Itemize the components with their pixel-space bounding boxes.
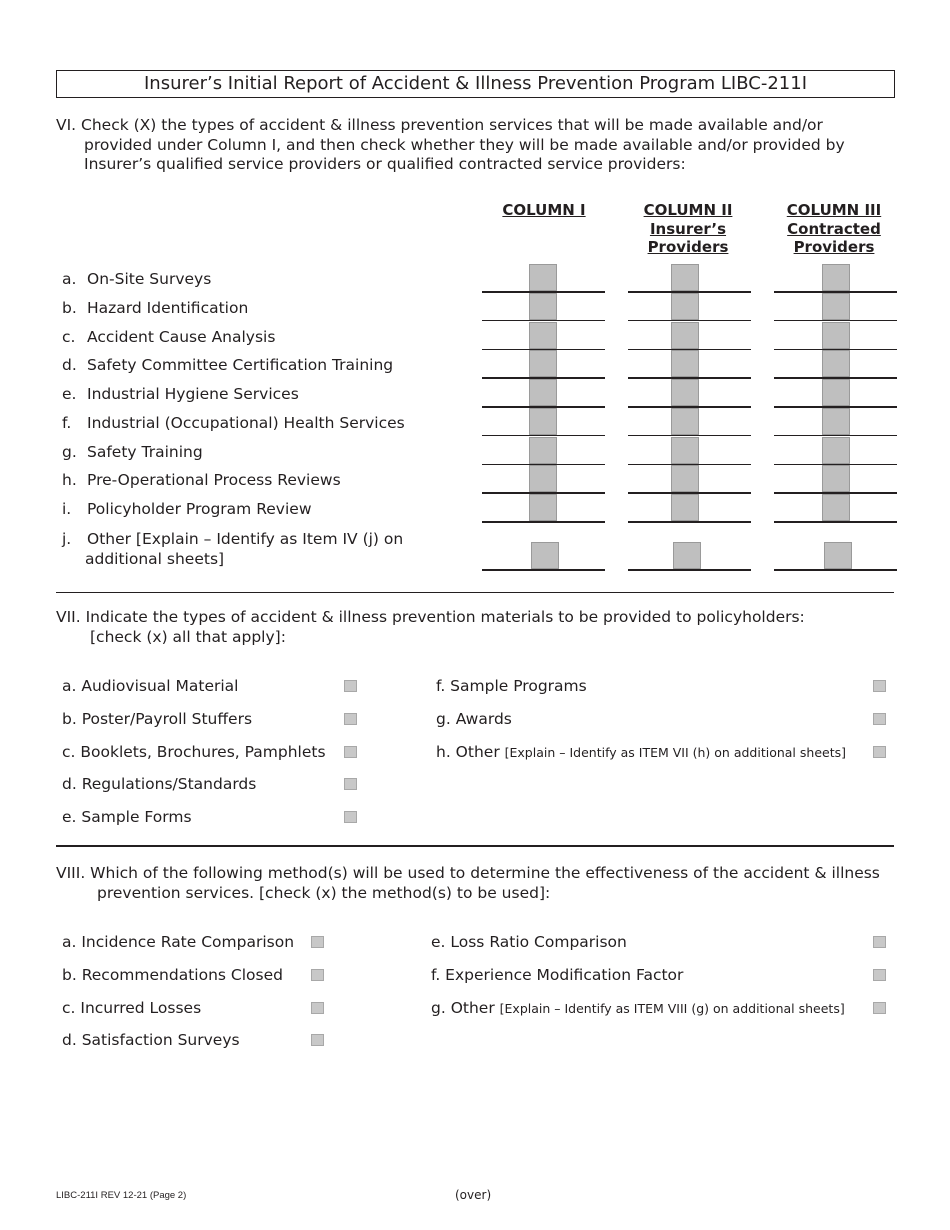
service-row-label <box>62 385 299 405</box>
section-vii-line-2: [check (x) all that apply]: <box>90 627 286 646</box>
column-3-checkbox[interactable] <box>822 465 850 492</box>
column-2-checkbox[interactable] <box>671 350 699 377</box>
material-option-label <box>436 677 587 696</box>
column-3-checkbox[interactable] <box>822 379 850 406</box>
material-option-label: c. Booklets, Brochures, Pamphlets <box>62 742 326 761</box>
material-option-checkbox[interactable] <box>873 680 886 692</box>
column-iii-header-line-2: Contracted <box>787 219 881 238</box>
material-option-label: d. Regulations/Standards <box>62 775 257 794</box>
material-option-label: b. Poster/Payroll Stuffers <box>62 709 253 728</box>
material-option-checkbox[interactable] <box>344 713 357 725</box>
column-iii-header-line-1: COLUMN III <box>786 201 882 219</box>
section-viii-line-1: VIII. Which of the following method(s) will be used to determine the effectiveness of the accident & illness <box>56 864 880 882</box>
column-2-checkbox[interactable] <box>671 408 699 435</box>
service-row-text: Hazard Identification <box>87 298 249 317</box>
material-option-main-text: f. Sample Programs <box>436 677 587 695</box>
service-row-text: Industrial Hygiene Services <box>87 385 299 403</box>
column-1-checkbox[interactable] <box>529 322 557 349</box>
material-option-label: a. Audiovisual Material <box>62 677 239 695</box>
column-1-checkbox[interactable] <box>529 494 557 521</box>
service-row-letter: c. <box>62 327 76 346</box>
service-row-letter: d. <box>62 356 77 375</box>
service-row-letter: f. <box>62 413 72 432</box>
column-i-header-line-1: COLUMN I <box>502 201 586 219</box>
row-j-column-1-checkbox[interactable] <box>531 542 559 569</box>
service-row-label <box>62 356 393 376</box>
method-option-checkbox[interactable] <box>311 1034 324 1046</box>
column-3-checkbox[interactable] <box>822 264 850 291</box>
method-option-checkbox[interactable] <box>311 1002 324 1014</box>
row-j-line-2: additional sheets] <box>85 549 225 568</box>
section-vi-instructions <box>56 116 845 175</box>
material-option-checkbox[interactable] <box>344 746 357 758</box>
column-1-checkbox[interactable] <box>529 379 557 406</box>
section-vi-line-2: provided under Column I, and then check whether they will be made available and/or provided by <box>84 135 845 154</box>
column-2-checkbox[interactable] <box>671 379 699 406</box>
service-row-letter: b. <box>62 298 77 317</box>
service-row-letter: a. <box>62 270 77 288</box>
material-option-main-text: h. Other <box>436 742 505 761</box>
method-option-checkbox[interactable] <box>873 936 886 948</box>
column-1-checkbox[interactable] <box>529 350 557 377</box>
section-vii-line-1: VII. Indicate the types of accident & illness prevention materials to be provided to policyholders: <box>56 608 805 626</box>
column-iii-header <box>774 201 894 257</box>
section-viii-line-2: prevention services. [check (x) the method(s) to be used]: <box>97 883 551 902</box>
column-3-checkbox[interactable] <box>822 293 850 320</box>
service-row-label <box>62 270 211 290</box>
divider-vi-vii <box>56 592 894 593</box>
service-row-text: Policyholder Program Review <box>87 500 312 518</box>
method-option-main-text: f. Experience Modification Factor <box>431 965 684 984</box>
over-footer: (over) <box>455 1188 492 1202</box>
service-row-text: Safety Committee Certification Training <box>87 356 394 375</box>
row-j-label <box>62 530 403 569</box>
material-option-checkbox[interactable] <box>873 746 886 758</box>
column-1-checkbox[interactable] <box>529 264 557 291</box>
service-row-label <box>62 471 341 491</box>
column-1-checkbox[interactable] <box>529 465 557 492</box>
form-title: Insurer’s Initial Report of Accident & Illness Prevention Program LIBC-211I <box>56 70 895 98</box>
service-row-text: Safety Training <box>87 442 203 461</box>
column-3-checkbox[interactable] <box>822 350 850 377</box>
column-2-checkbox[interactable] <box>671 494 699 521</box>
method-option-label <box>431 966 683 985</box>
column-2-checkbox[interactable] <box>671 465 699 492</box>
method-option-main-text: g. Other <box>431 998 500 1017</box>
service-row-label <box>62 299 248 319</box>
column-3-checkbox[interactable] <box>822 408 850 435</box>
column-ii-header <box>628 201 748 257</box>
divider-vii-viii <box>56 845 894 847</box>
material-option-checkbox[interactable] <box>344 778 357 790</box>
column-3-underline <box>774 521 897 523</box>
service-row-text: On-Site Surveys <box>87 270 212 288</box>
column-i-header <box>484 201 604 220</box>
column-2-checkbox[interactable] <box>671 322 699 349</box>
service-row-letter: h. <box>62 471 77 490</box>
method-option-checkbox[interactable] <box>311 969 324 981</box>
material-option-label <box>436 710 512 729</box>
material-option-checkbox[interactable] <box>344 680 357 692</box>
material-option-checkbox[interactable] <box>873 713 886 725</box>
column-1-underline <box>482 521 605 523</box>
column-ii-header-line-3: Providers <box>647 238 729 256</box>
row-j-line-1: Other [Explain – Identify as Item IV (j) on <box>87 530 404 548</box>
material-option-checkbox[interactable] <box>344 811 357 823</box>
row-j-letter: j. <box>62 530 72 548</box>
service-row-text: Accident Cause Analysis <box>87 327 276 346</box>
section-vii-instructions <box>56 608 805 647</box>
service-row-letter: e. <box>62 385 77 403</box>
service-row-letter: i. <box>62 500 72 518</box>
row-j-column-2-checkbox[interactable] <box>673 542 701 569</box>
service-row-label <box>62 414 405 434</box>
column-2-underline <box>628 521 751 523</box>
method-option-checkbox[interactable] <box>873 969 886 981</box>
column-iii-header-line-3: Providers <box>793 238 875 256</box>
column-3-checkbox[interactable] <box>822 322 850 349</box>
column-1-checkbox[interactable] <box>529 408 557 435</box>
method-option-label <box>431 933 627 952</box>
method-option-checkbox[interactable] <box>873 1002 886 1014</box>
method-option-label: d. Satisfaction Surveys <box>62 1031 240 1050</box>
section-vi-line-3: Insurer’s qualified service providers or qualified contracted service providers: <box>84 155 686 173</box>
service-row-text: Pre-Operational Process Reviews <box>87 471 341 490</box>
column-3-checkbox[interactable] <box>822 437 850 464</box>
method-option-label: c. Incurred Losses <box>62 998 202 1017</box>
section-vi-line-1: VI. Check (X) the types of accident & illness prevention services that will be made available and/or <box>56 116 823 134</box>
material-option-main-text: g. Awards <box>436 709 512 728</box>
material-option-explain-text: [Explain – Identify as ITEM VII (h) on additional sheets] <box>504 744 846 760</box>
method-option-label <box>431 999 845 1018</box>
column-3-checkbox[interactable] <box>822 494 850 521</box>
column-ii-header-line-1: COLUMN II <box>643 201 733 219</box>
method-option-main-text: e. Loss Ratio Comparison <box>431 933 627 951</box>
row-j-column-3-underline <box>774 569 897 571</box>
method-option-explain-text: [Explain – Identify as ITEM VIII (g) on additional sheets] <box>499 1000 845 1016</box>
material-option-label: e. Sample Forms <box>62 808 192 826</box>
column-1-checkbox[interactable] <box>529 293 557 320</box>
column-2-checkbox[interactable] <box>671 293 699 320</box>
row-j-column-3-checkbox[interactable] <box>824 542 852 569</box>
service-row-label <box>62 328 275 348</box>
section-viii-instructions <box>56 864 880 903</box>
row-j-column-1-underline <box>482 569 605 571</box>
column-2-checkbox[interactable] <box>671 264 699 291</box>
method-option-checkbox[interactable] <box>311 936 324 948</box>
service-row-label <box>62 500 312 520</box>
material-option-label <box>436 743 846 762</box>
service-row-letter: g. <box>62 442 77 461</box>
row-j-column-2-underline <box>628 569 751 571</box>
service-row-label <box>62 443 203 463</box>
service-row-text: Industrial (Occupational) Health Services <box>87 413 405 432</box>
column-1-checkbox[interactable] <box>529 437 557 464</box>
method-option-label: a. Incidence Rate Comparison <box>62 933 295 951</box>
method-option-label: b. Recommendations Closed <box>62 965 283 984</box>
column-ii-header-line-2: Insurer’s <box>649 219 727 238</box>
column-2-checkbox[interactable] <box>671 437 699 464</box>
form-revision-footer: LIBC-211I REV 12-21 (Page 2) <box>56 1190 187 1201</box>
